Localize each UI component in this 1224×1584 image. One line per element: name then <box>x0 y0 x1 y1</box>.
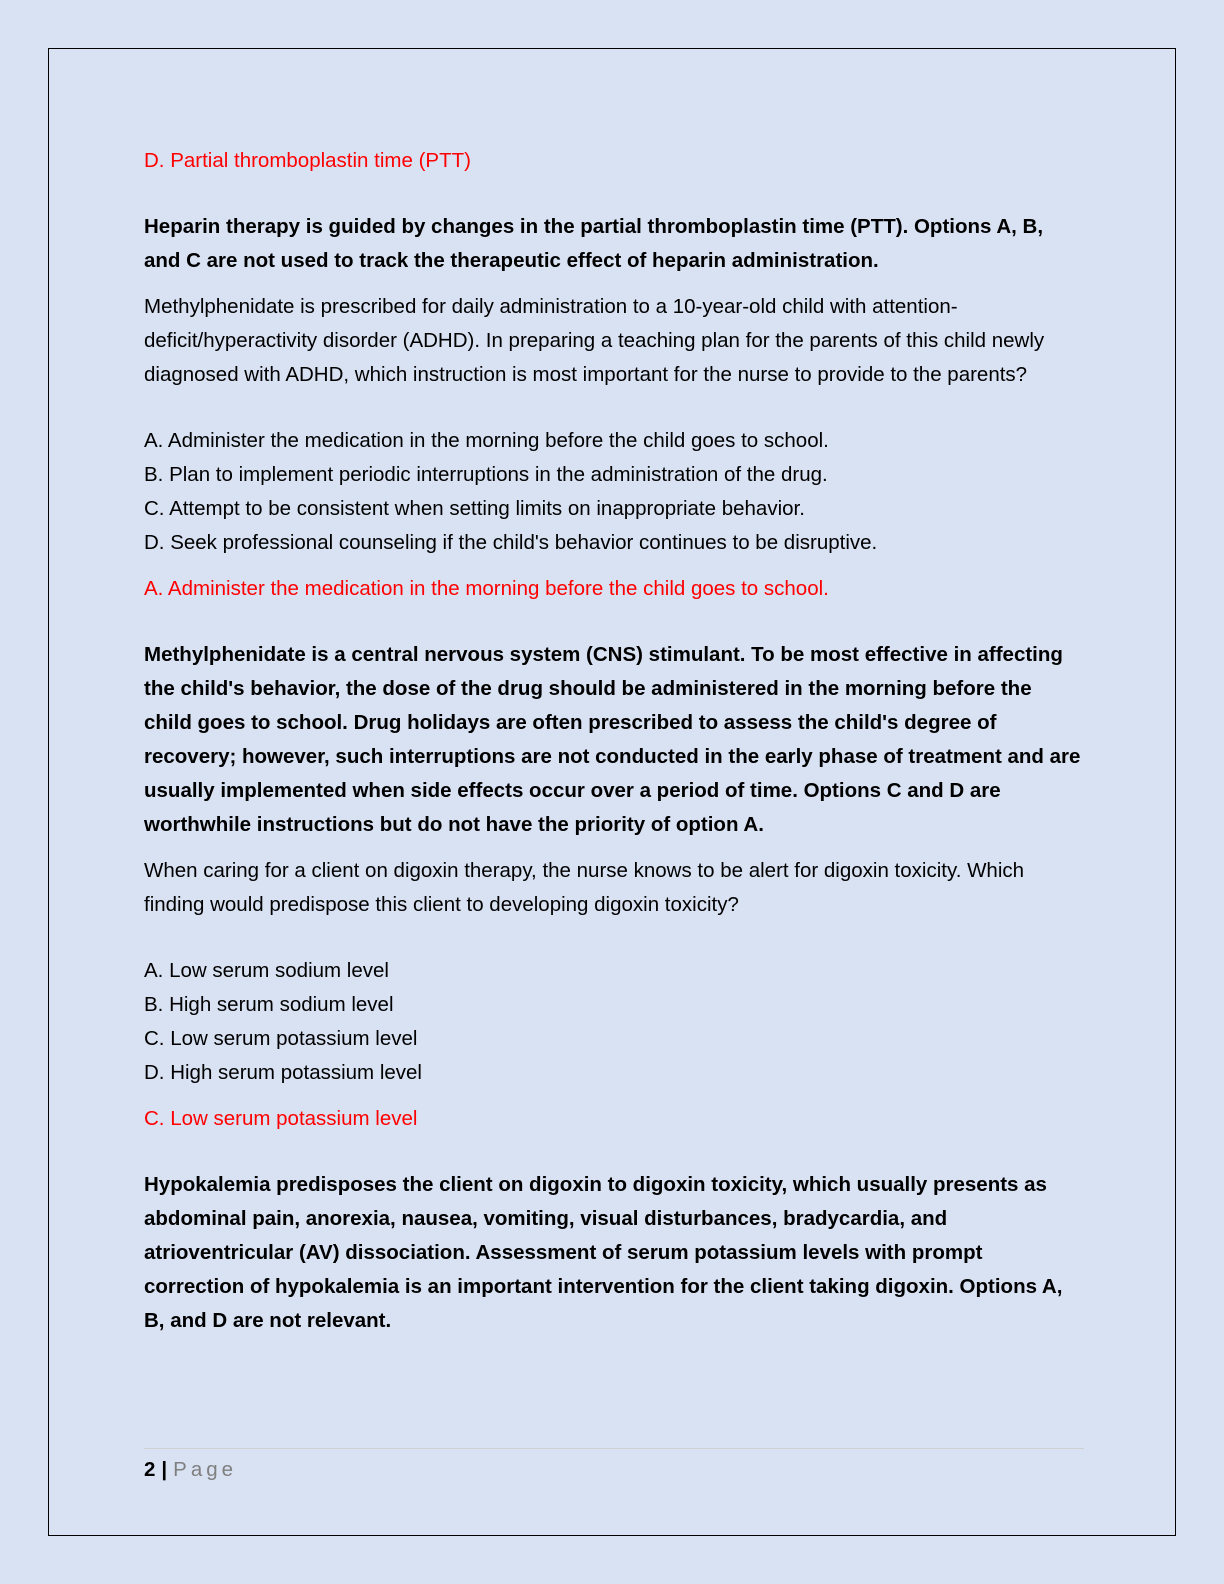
question-2-rationale: Hypokalemia predisposes the client on digoxin to digoxin toxicity, which usually presents as abdominal pain, anorexia, nausea, vomiting, visual disturbances, bradycardia, and atrioventricular (AV) dissociation. Assessment of serum potassium levels with prompt correction of hypokalemia is an important intervention for the client taking digoxin. Options A, B, and D are not relevant. <box>144 1173 1063 1332</box>
previous-rationale: Heparin therapy is guided by changes in the partial thromboplastin time (PTT). Options A, B, and C are not used to track the therapeutic effect of heparin administration. <box>144 215 1044 272</box>
question-2-option-b: B. High serum sodium level <box>144 993 394 1016</box>
footer-separator: | <box>161 1458 168 1481</box>
question-2-options <box>144 954 1084 1090</box>
question-2-option-d: D. High serum potassium level <box>144 1061 422 1084</box>
question-1-text: Methylphenidate is prescribed for daily administration to a 10-year-old child with attention-deficit/hyperactivity disorder (ADHD). In preparing a teaching plan for the parents of this child newly diagnosed with ADHD, which instruction is most important for the nurse to provide to the parents? <box>144 295 1045 386</box>
question-2-text: When caring for a client on digoxin therapy, the nurse knows to be alert for digoxin toxicity. Which finding would predispose this client to developing digoxin toxicity? <box>144 859 1025 916</box>
question-1-answer: A. Administer the medication in the morning before the child goes to school. <box>144 577 829 600</box>
question-1-option-a: A. Administer the medication in the morning before the child goes to school. <box>144 429 829 452</box>
page-number: 2 <box>144 1458 156 1481</box>
question-1-option-c: C. Attempt to be consistent when setting limits on inappropriate behavior. <box>144 497 805 520</box>
page-label: Page <box>173 1458 238 1481</box>
page-content <box>144 144 1084 1338</box>
question-1-rationale: Methylphenidate is a central nervous system (CNS) stimulant. To be most effective in affecting the child's behavior, the dose of the drug should be administered in the morning before the child goes to school. Drug holidays are often prescribed to assess the child's degree of recovery; however, such interruptions are not conducted in the early phase of treatment and are usually implemented when side effects occur over a period of time. Options C and D are worthwhile instructions but do not have the priority of option A. <box>144 643 1081 836</box>
question-1-option-d: D. Seek professional counseling if the child's behavior continues to be disruptive. <box>144 531 878 554</box>
question-2-option-c: C. Low serum potassium level <box>144 1027 418 1050</box>
question-2-option-a: A. Low serum sodium level <box>144 959 389 982</box>
question-1-options <box>144 424 1084 560</box>
previous-answer: D. Partial thromboplastin time (PTT) <box>144 149 471 172</box>
page-footer <box>144 1448 1084 1487</box>
question-1-option-b: B. Plan to implement periodic interruptions in the administration of the drug. <box>144 463 828 486</box>
question-2-answer: C. Low serum potassium level <box>144 1107 418 1130</box>
